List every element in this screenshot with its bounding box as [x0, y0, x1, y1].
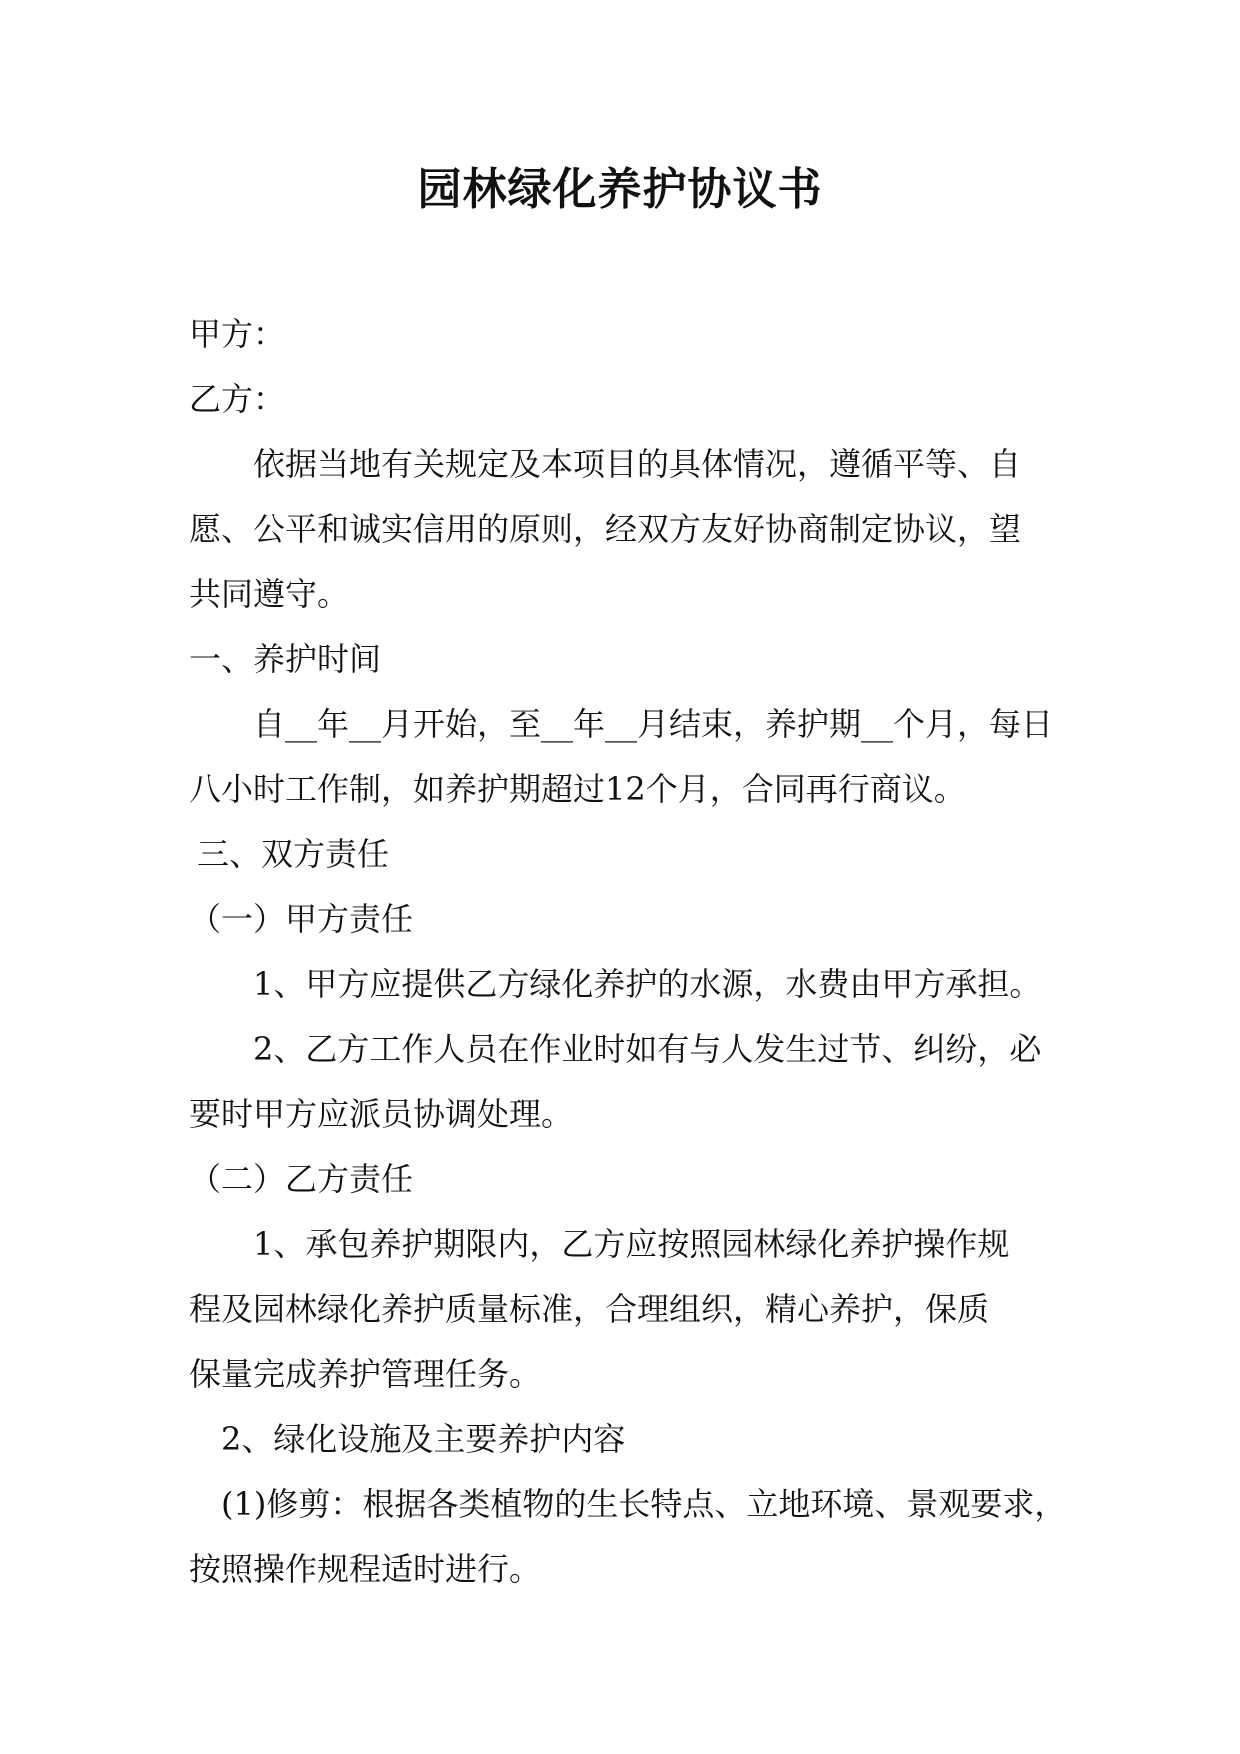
- document-title: 园林绿化养护协议书: [417, 164, 823, 215]
- section-heading-maintenance-time: 一、养护时间: [189, 640, 382, 678]
- maintenance-time-line-2: 八小时工作制，如养护期超过12个月，合同再行商议。: [189, 770, 966, 808]
- party-a-line: 甲方：: [189, 315, 286, 353]
- preamble-line-3: 共同遵守。: [189, 575, 350, 613]
- subsection-heading-party-b: （二）乙方责任: [189, 1160, 414, 1198]
- party-b-item-1-line-2: 程及园林绿化养护质量标准，合理组织，精心养护，保质: [189, 1290, 990, 1328]
- maintenance-time-line-1: 自__年__月开始，至__年__月结束，养护期__个月，每日: [253, 705, 1054, 743]
- preamble-line-2: 愿、公平和诚实信用的原则，经双方友好协商制定协议，望: [189, 510, 1022, 548]
- document-body: [189, 302, 1069, 1602]
- preamble-line-1: 依据当地有关规定及本项目的具体情况，遵循平等、自: [253, 445, 1022, 483]
- subsection-heading-party-a: （一）甲方责任: [189, 900, 414, 938]
- section-heading-responsibilities: 三、双方责任: [197, 835, 390, 873]
- party-b-line: 乙方：: [189, 380, 286, 418]
- party-a-item-2-line-2: 要时甲方应派员协调处理。: [189, 1095, 574, 1133]
- party-b-item-2: 2、绿化设施及主要养护内容: [221, 1420, 626, 1458]
- pruning-line-2: 按照操作规程适时进行。: [189, 1550, 542, 1588]
- party-b-item-1-line-1: 1、承包养护期限内，乙方应按照园林绿化养护操作规: [253, 1225, 1010, 1263]
- pruning-line-1: (1)修剪：根据各类植物的生长特点、立地环境、景观要求，: [221, 1485, 1067, 1523]
- party-a-item-2-line-1: 2、乙方工作人员在作业时如有与人发生过节、纠纷，必: [253, 1030, 1042, 1068]
- party-b-item-1-line-3: 保量完成养护管理任务。: [189, 1355, 542, 1393]
- party-a-item-1: 1、甲方应提供乙方绿化养护的水源，水费由甲方承担。: [253, 965, 1042, 1003]
